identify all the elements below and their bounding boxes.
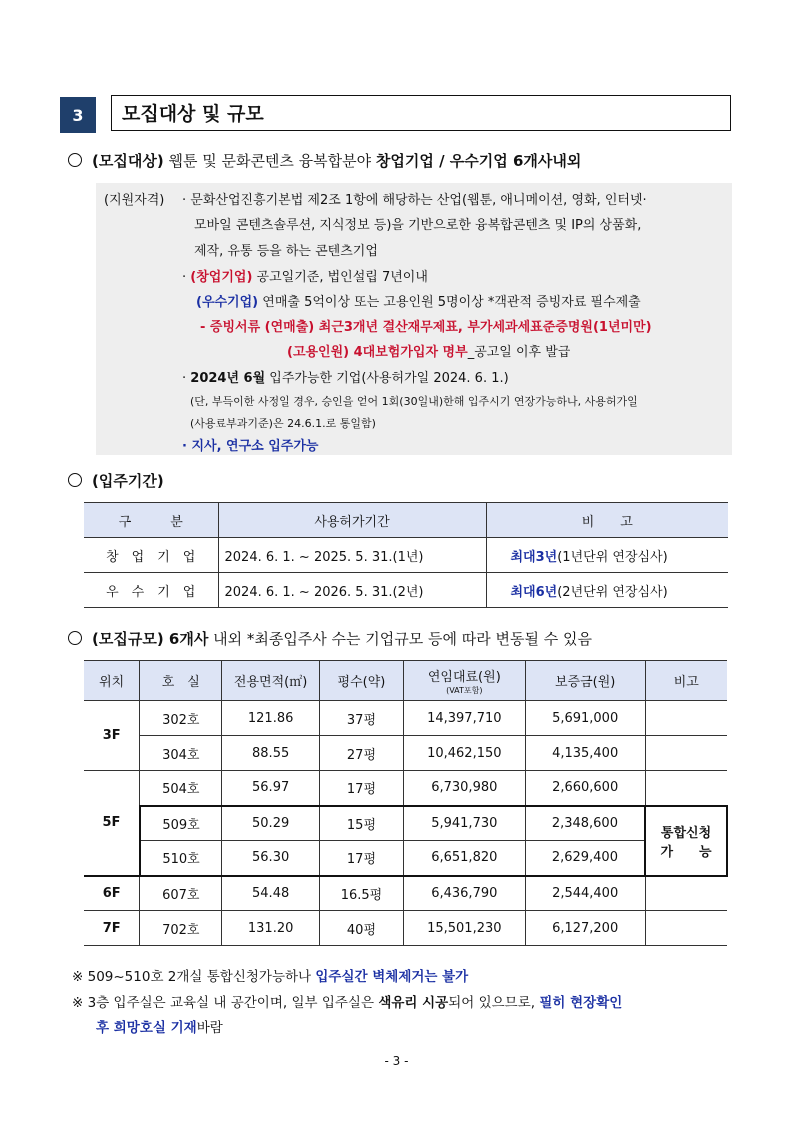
note-line2: (사용료부과기준)은 24.6.1.로 통일함) [190,417,376,430]
rooms-header-room: 호 실 [140,661,222,701]
joint-application-note: 통합신청 가 능 [645,806,727,876]
note-3: 후 희망호실 기재바람 [96,1020,223,1036]
rooms-table [84,660,728,946]
move-in-line: · 2024년 6월 입주가능한 기업(사용허가일 2024. 6. 1.) [182,371,509,386]
startup-label: (창업기업) [190,270,253,285]
table-row: 3F 302호 121.86 37평 14,397,710 5,691,000 [84,701,727,736]
rooms-header-rent: 연임대료(원) (VAT포함) [403,661,525,701]
table-row: 우 수 기 업 2024. 6. 1. ~ 2026. 5. 31.(2년) 최대6년(2년단위 연장심사) [84,573,728,608]
move-in-month: 2024년 6월 [190,371,266,386]
floor-cell: 5F [84,771,140,876]
circle-bullet-icon [68,153,82,167]
excellent-label: (우수기업) [196,295,259,310]
evidence-line2: (고용인원) 4대보험가입자 명부_공고일 이후 발급 [287,345,571,360]
section-title: 모집대상 및 규모 [111,95,731,131]
table-row: 6F 607호 54.48 16.5평 6,436,790 2,544,400 [84,876,727,911]
period-header-type: 구 분 [84,503,218,538]
circle-bullet-icon [68,473,82,487]
floor-cell: 6F [84,876,140,911]
period-header-period: 사용허가기간 [218,503,486,538]
period-header-note: 비 고 [486,503,728,538]
note-2: ※ 3층 입주실은 교육실 내 공간이며, 일부 입주실은 색유리 시공되어 있으므로, 필히 현장확인 [72,995,623,1011]
table-row: 510호 56.30 17평 6,651,820 2,629,400 [84,841,727,876]
excellent-line [196,291,641,310]
rooms-header-deposit: 보증금(원) [525,661,645,701]
qual-label: (지원자격) [104,193,165,208]
table-row: 7F 702호 131.20 40평 15,501,230 6,127,200 [84,911,727,946]
rooms-header-area: 전용면적(㎡) [222,661,320,701]
note-1: ※ 509~510호 2개실 통합신청가능하나 입주실간 벽체제거는 불가 [72,969,469,985]
rooms-header-floor: 위치 [84,661,140,701]
startup-text: 공고일기준, 법인설립 7년이내 [256,270,428,285]
table-row: 304호 88.55 27평 10,462,150 4,135,400 [84,736,727,771]
page-number: - 3 - [384,1054,409,1068]
target-label: (모집대상) [92,152,164,170]
rooms-header-note: 비고 [645,661,727,701]
period-table [84,502,728,608]
section-number: 3 [60,97,96,133]
qual-line1: · 문화산업진흥기본법 제2조 1항에 해당하는 산업(웹툰, 애니메이션, 영화, 인터넷· [182,193,647,208]
period-heading: (입주기간) [68,470,164,491]
target-bold: 창업기업 / 우수기업 6개사내외 [375,152,582,170]
table-row: 5F 504호 56.97 17평 6,730,980 2,660,600 [84,771,727,806]
floor-cell: 3F [84,701,140,771]
floor-cell: 7F [84,911,140,946]
scale-heading: (모집규모) 6개사 내외 *최종입주사 수는 기업규모 등에 따라 변동될 수 있음 [68,628,592,649]
table-row: 509호 50.29 15평 5,941,730 2,348,600 통합신청 가 능 [84,806,727,841]
qual-line3: 제작, 유통 등을 하는 콘텐츠기업 [194,244,378,259]
note-line1: (단, 부득이한 사정일 경우, 승인을 얻어 1회(30일내)한해 입주시기 연장가능하나, 사용허가일 [190,395,638,408]
startup-line: · (창업기업) 공고일기준, 법인설립 7년이내 [182,270,428,285]
rooms-header-pyeong: 평수(약) [320,661,404,701]
qual-line2: 모바일 콘텐츠솔루션, 지식정보 등)을 기반으로한 융복합콘텐츠 및 IP의 상품화, [194,218,642,233]
table-row: 창 업 기 업 2024. 6. 1. ~ 2025. 5. 31.(1년) 최대3년(1년단위 연장심사) [84,538,728,573]
target-text: 웹툰 및 문화콘텐츠 융복합분야 [168,152,372,170]
evidence-line1: - 증빙서류 (연매출) 최근3개년 결산재무제표, 부가세과세표준증명원(1년미만) [200,320,652,335]
circle-bullet-icon [68,631,82,645]
branch-line: · 지사, 연구소 입주가능 [182,439,319,454]
excellent-text: 연매출 5억이상 또는 고용인원 5명이상 *객관적 증빙자료 필수제출 [262,295,641,310]
target-line [68,150,581,171]
